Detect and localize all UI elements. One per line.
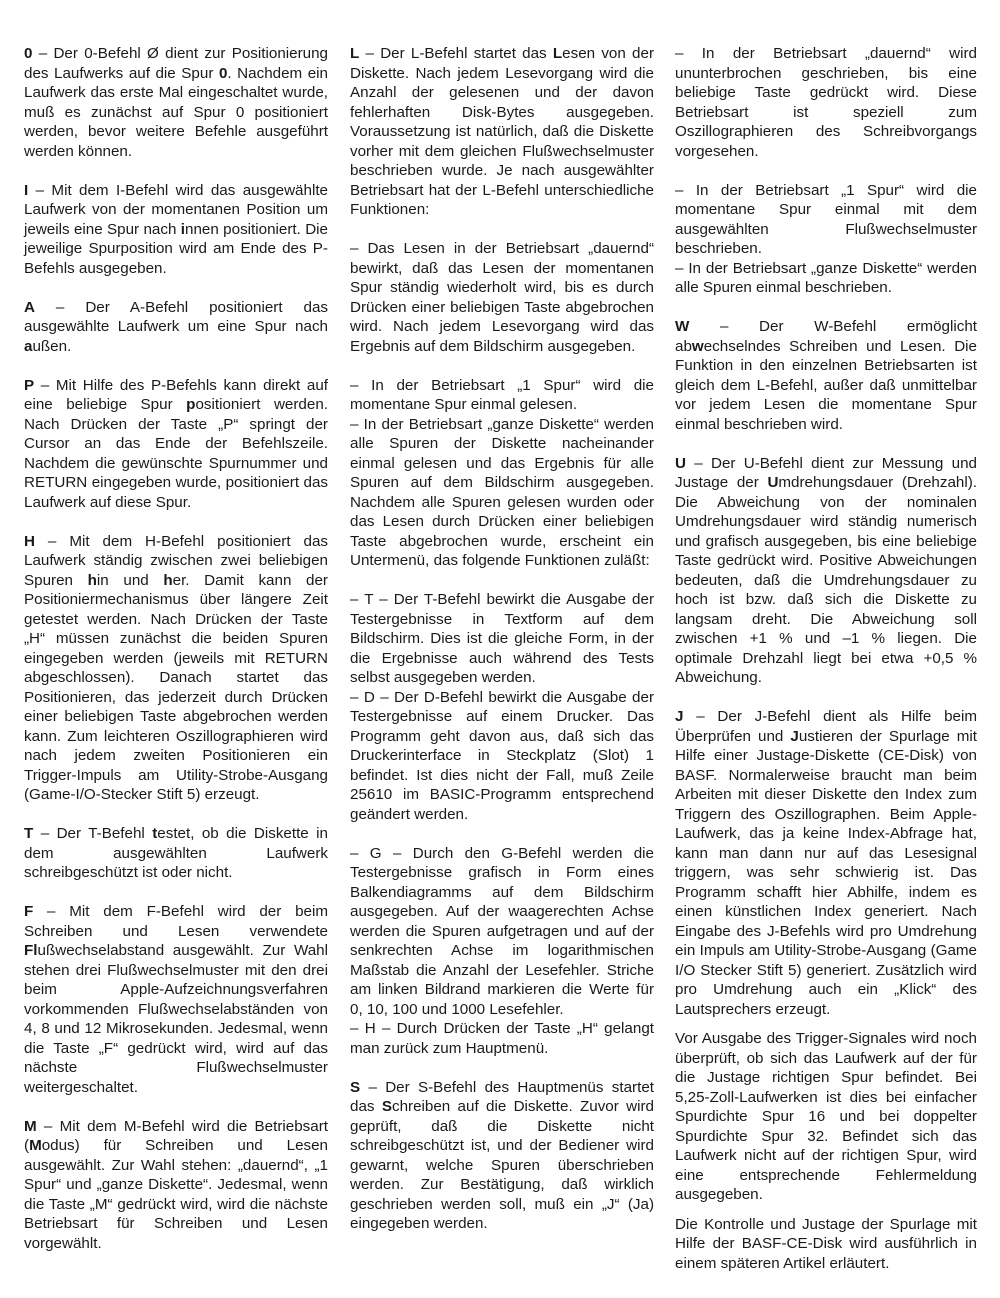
command-key: H — [24, 532, 35, 550]
command-key: A — [24, 298, 35, 316]
text: in und — [96, 571, 164, 589]
paragraph-l-command — [350, 44, 654, 220]
text: – Der J-Befehl dient als Hilfe beim Überprüfen und — [675, 708, 977, 745]
key-letter: h — [163, 571, 173, 589]
text: estet, ob die Diskette in dem ausgewählten Laufwerk schreibgeschützt ist oder nicht. — [24, 825, 328, 881]
text: ußwechselabstand ausgewählt. Zur Wahl stehen drei Flußwechselmuster mit den drei beim Apple-Aufzeichnungsverfahren vorkommenden Flußwechselabständen von 4, 8 und 12 Mikrosekunden. Jedesmal, wenn die Taste „F“ gedrückt wird, wird auf das nächste Flußwechselmuster weitergeschaltet. — [24, 942, 328, 1096]
text: ositioniert werden. Nach Drücken der Taste „P“ springt der Cursor an das Ende der Befehlszeile. Nachdem die gewünschte Spurnummer und RETURN eingegeben wurde, positioniert das Laufwerk auf diese Spur. — [24, 396, 328, 511]
text: odus) für Schreiben und Lesen ausgewählt. Zur Wahl stehen: „dauernd“, „1 Spur“ und „ganze Diskette“. Jedesmal, wenn die Taste „M“ gedrückt wird, wird die nächste Betriebsart für Schreiben und Lesen vorgewählt. — [24, 1137, 328, 1252]
text: – Der S-Befehl des Hauptmenüs startet das — [350, 1078, 654, 1115]
text-column-1 — [24, 44, 328, 1253]
text: – Der 0-Befehl — [32, 45, 148, 62]
key-letter: h — [87, 571, 97, 589]
paragraph-j-outlook: Die Kontrolle und Justage der Spurlage mit Hilfe der BASF-CE-Disk wird ausführlich in einem späteren Artikel erläutert. — [675, 1215, 977, 1272]
command-key: T — [24, 825, 34, 842]
paragraph-s-mode-continuous: – In der Betriebsart „dauernd“ wird ununterbrochen geschrieben, bis eine beliebige Taste gedrückt wird. Diese Betriebsart ist speziell zum Oszillographieren des Schreibvorgangs vorgesehen. — [675, 45, 977, 160]
key-letter: J — [790, 727, 799, 745]
text-column-3 — [675, 44, 977, 1273]
paragraph-p-command — [24, 376, 328, 513]
text: nnen positioniert. Die jeweilige Spurposition wird am Ende des P-Befehls ausgegeben. — [24, 220, 328, 277]
text: – Der A-Befehl positioniert das ausgewählte Laufwerk um eine Spur nach — [24, 298, 328, 335]
paragraph-l-mode-continuous: – Das Lesen in der Betriebsart „dauernd“ bewirkt, daß das Lesen der momentanen Spur ständig wiederholt wird, bis es durch Drücken einer beliebigen Taste abgebrochen wird. Nach jedem Lesevorgang wird das Ergebnis auf dem Bildschirm ausgegeben. — [350, 240, 654, 355]
text: – Der U-Befehl dient zur Messung und Justage der — [675, 454, 977, 491]
text: – Der T-Befehl — [33, 825, 153, 842]
command-key: U — [675, 454, 686, 472]
key-letter: 0 — [218, 64, 228, 82]
key-letter: a — [24, 337, 33, 355]
text: esen von der Diskette. Nach jedem Lesevorgang wird die Anzahl der gelesenen und der davon fehlerhaften Disk-Bytes ausgegeben. Voraussetzung ist natürlich, daß die Diskette vorher mit dem gleichen Flußwechselmuster beschrieben wurde. Je nach ausgewählter Betriebsart hat der L-Befehl unterschiedliche Funktionen: — [350, 45, 654, 218]
paragraph-0-command — [24, 44, 328, 161]
key-letter: t — [152, 825, 158, 842]
text: er. Damit kann der Positioniermechanismus über längere Zeit getestet werden. Nach Drücken der Taste „H“ müssen zunächst die beiden Spuren eingegeben werden (jeweils mit RETURN abgeschlossen). Danach startet das Positionieren, das jederzeit durch Drücken einer beliebigen Taste abgebrochen werden kann. Zum leichteren Oszillographieren wird nach jedem zweiten Positionieren ein Trigger-Impuls am Utility-Strobe-Ausgang (Game-I/O-Stecker Stift 5) erzeugt. — [24, 571, 328, 803]
paragraph-a-command — [24, 298, 328, 357]
paragraph-h-command — [24, 532, 328, 805]
command-key: M — [24, 1117, 37, 1135]
text: – Mit dem M-Befehl wird die Betriebsart ( — [24, 1117, 328, 1154]
key-letter: L — [552, 45, 563, 62]
paragraph-f-command — [24, 902, 328, 1097]
command-key: J — [675, 708, 684, 725]
key-letter: M — [29, 1137, 42, 1154]
paragraph-w-command — [675, 317, 977, 434]
paragraph-u-command — [675, 454, 977, 688]
command-key: 0 — [24, 45, 33, 62]
text: – Der W-Befehl ermöglicht ab — [675, 318, 977, 355]
paragraph-t-command — [24, 824, 328, 883]
paragraph-s-mode-whole-disk: – In der Betriebsart „ganze Diskette“ werden alle Spuren einmal beschrieben. — [675, 259, 977, 296]
paragraph-l-mode-one-track: – In der Betriebsart „1 Spur“ wird die momentane Spur einmal gelesen. — [350, 376, 654, 413]
paragraph-l-mode-whole-disk: – In der Betriebsart „ganze Diskette“ werden alle Spuren der Diskette nacheinander einmal gelesen und das Ergebnis für alle Spuren auf dem Bildschirm ausgegeben. Nachdem alle Spuren gelesen wurden oder das Lesen durch Drücken einer beliebigen Taste abgebrochen wurde, erscheint ein Untermenü, das folgende Funktionen zuläßt: — [350, 415, 654, 569]
key-letter: p — [186, 396, 196, 413]
paragraph-j-command — [675, 707, 977, 1019]
paragraph-m-command — [24, 1117, 328, 1254]
paragraph-s-command — [350, 1078, 654, 1234]
text-column-2 — [350, 44, 654, 1234]
text: chreiben auf die Diskette. Zuvor wird geprüft, daß die Diskette nicht schreibgeschützt ist, und der Bediener wird gewarnt, welche Spuren überschrieben werden. Zur Bestätigung, daß wirklich geschrieben werden soll, muß ein „J“ (Ja) eingegeben werden. — [350, 1098, 654, 1232]
text: echselndes Schreiben und Lesen. Die Funktion in den einzelnen Betriebsarten ist gleich dem L-Befehl, außer daß unmittelbar vor jedem Lesen die momentane Spur einmal beschrieben wird. — [675, 337, 977, 433]
key-letter: w — [691, 337, 704, 355]
text: – Mit dem I-Befehl wird das ausgewählte Laufwerk von der momentanen Position um jeweils eine Spur nach — [24, 181, 328, 238]
text: mdrehungsdauer (Drehzahl). Die Abweichung von der nominalen Umdrehungsdauer wird ständig numerisch und grafisch ausgegeben, bis eine beliebige Taste gedrückt wird. Positive Abweichungen bedeuten, daß die Umdrehungsdauer zu hoch ist bzw. daß sich die Diskette zu langsam dreht. Die Abweichung soll zwischen +1 % und –1 % liegen. Die optimale Drehzahl liegt bei etwa +0,5 % Abweichung. — [675, 474, 977, 686]
paragraph-submenu-h: – H – Durch Drücken der Taste „H“ gelangt man zurück zum Hauptmenü. — [350, 1020, 654, 1057]
text: ustieren der Spurlage mit Hilfe einer Justage-Diskette (CE-Disk) von BASF. Normalerweise braucht man beim Arbeiten mit dieser Diskette den Index zum Triggern des Oszillographen. Beim Apple-Laufwerk, das ja keine Index-Abfrage hat, kann man dann nur auf das Lesesignal triggern, was sehr schwierig ist. Das Programm schafft hier Abhilfe, indem es einen künstlichen Index generiert. Nach Eingabe des J-Befehls wird pro Umdrehung ein Impuls am Utility-Strobe-Ausgang (Game I/O Stecker Stift 5) generiert. Zusätzlich wird pro Umdrehung auch ein „Klick“ des Lautsprechers erzeugt. — [675, 727, 977, 1018]
paragraph-s-mode-one-track: – In der Betriebsart „1 Spur“ wird die momentane Spur einmal mit dem ausgewählten Flußwechselmuster beschrieben. — [675, 181, 977, 257]
key-letter: Fl — [24, 942, 38, 959]
key-letter: S — [381, 1098, 392, 1115]
paragraph-submenu-t: – T – Der T-Befehl bewirkt die Ausgabe der Testergebnisse in Textform auf dem Bildschirm. Dies ist die gleiche Form, in der die Ergebnisse auch während des Tests selbst ausgegeben werden. — [350, 591, 654, 686]
text: – Mit dem F-Befehl wird der beim Schreiben und Lesen verwendete — [24, 903, 328, 940]
text: – Mit dem H-Befehl positioniert das Laufwerk ständig zwischen zwei beliebigen Spuren — [24, 532, 328, 589]
command-key: L — [350, 45, 360, 62]
key-letter: i — [180, 220, 186, 238]
text: Ø — [147, 45, 159, 62]
command-key: W — [675, 318, 690, 335]
paragraph-submenu-g: – G – Durch den G-Befehl werden die Testergebnisse grafisch in Form eines Balkendiagramms auf dem Bildschirm ausgegeben. Auf der waagerechten Achse werden die Spuren aufgetragen und auf der senkrechten Achse im logarithmischen Maßstab die Anzahl der Lesefehler. Striche am linken Bildrand markieren die Werte für 0, 10, 100 und 1000 Lesefehler. — [350, 844, 654, 1018]
command-key: I — [24, 181, 29, 199]
command-key: F — [24, 903, 34, 920]
text: – Mit Hilfe des P-Befehls kann direkt auf eine beliebige Spur — [24, 376, 328, 413]
text: – Der L-Befehl startet das — [359, 45, 553, 62]
paragraph-j-track-check: Vor Ausgabe des Trigger-Signales wird noch überprüft, ob sich das Laufwerk auf der für die Justage richtigen Spur befindet. Bei 5,25-Zoll-Laufwerken ist dies bei einfacher Spurdichte Spur 16 und bei doppelter Spurdichte Spur 32. Befindet sich das Laufwerk nicht auf der richtigen Spur, wird eine entsprechende Fehlermeldung ausgegeben. — [675, 1030, 977, 1203]
paragraph-i-command — [24, 181, 328, 279]
text: . Nachdem ein Laufwerk das erste Mal eingeschaltet wurde, muß es zunächst auf Spur 0 positioniert werden, bevor weitere Befehle ausgeführt werden können. — [24, 64, 329, 160]
key-letter: U — [767, 474, 779, 491]
command-key: P — [24, 376, 35, 394]
command-key: S — [350, 1078, 361, 1096]
paragraph-submenu-d: – D – Der D-Befehl bewirkt die Ausgabe der Testergebnisse auf einem Drucker. Das Programm geht davon aus, daß sich das Druckerinterface in Steckplatz (Slot) 1 befindet. Ist dies nicht der Fall, muß Zeile 25610 im BASIC-Programm entsprechend geändert werden. — [350, 688, 654, 823]
text: dient zur Positionierung des Laufwerks auf die Spur — [24, 45, 328, 82]
text: ußen. — [32, 337, 72, 355]
